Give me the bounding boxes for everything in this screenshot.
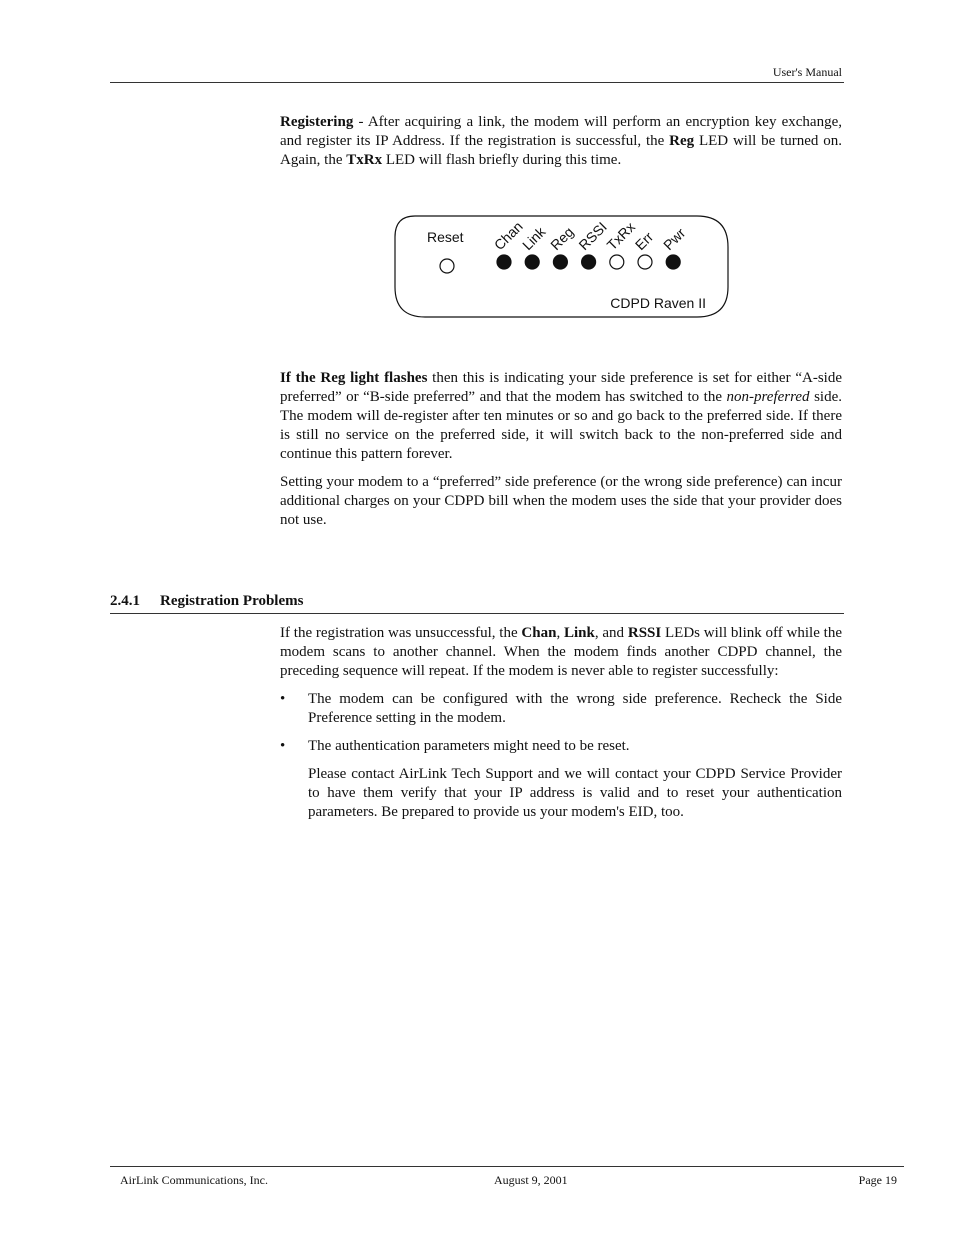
led-reg [553,255,567,269]
footer-rule [110,1166,904,1167]
bullet-marker: • [280,738,286,754]
registering-term: Registering [280,114,354,130]
section-title: Registration Problems [160,593,304,609]
led-label-txrx: TxRx [603,218,639,254]
led-rssi [582,255,596,269]
led-label-err: Err [631,228,657,254]
led-chan [497,255,511,269]
bullet-marker: • [280,691,286,707]
led-label-reg: Reg [547,223,577,254]
led-link [525,255,539,269]
modem-panel-diagram [393,215,729,319]
problems-paragraph: If the registration was unsuccessful, the Chan, Link, and RSSI LEDs will blink off while the modem scans to another channel. When the modem finds another CDPD channel, the preceding sequence will repeat. If the modem is never able to register successfully: [280,625,842,679]
registering-section [280,113,842,179]
problems-list [280,690,842,756]
footer-date: August 9, 2001 [494,1173,568,1187]
led-txrx [610,255,624,269]
list-item: • The modem can be configured with the wrong side preference. Recheck the Side Preference setting in the modem. [280,691,842,726]
section-heading [110,593,844,610]
led-label-pwr: Pwr [660,224,689,254]
section-number: 2.4.1 [110,593,140,609]
list-item: • The authentication parameters might need to be reset. [280,738,630,754]
led-label-rssi: RSSI [575,218,610,254]
footer-company: AirLink Communications, Inc. [120,1173,268,1187]
reg-flash-paragraph: If the Reg light flashes then this is indicating your side preference is set for either “A-side preferred” or “B-side preferred” and that the modem has switched to the non-preferred side. The modem will de-register after ten minutes or so and go back to the preferred side. If there is still no service on the preferred side, it will switch back to the non-preferred side and continue this pattern forever. [280,370,842,462]
reg-flash-section [280,369,842,539]
modem-front-panel-figure [393,215,729,319]
section-rule [110,613,844,614]
led-err [638,255,652,269]
led-pwr [666,255,680,269]
model-label: CDPD Raven II [610,295,706,311]
footer-page: Page 19 [858,1173,897,1187]
led-label-chan: Chan [490,218,526,254]
registering-paragraph: Registering - After acquiring a link, the modem will perform an encryption key exchange, and register its IP Address. If the registration is successful, the Reg LED will be turned on. Again, the TxRx LED will flash briefly during this time. [280,114,842,168]
running-header: User's Manual [772,65,842,79]
side-preference-paragraph: Setting your modem to a “preferred” side preference (or the wrong side preference) can incur additional charges on your CDPD bill when the modem uses the side that your provider does not use. [280,474,842,528]
header-rule [110,82,844,83]
reset-button[interactable] [440,259,454,273]
led-row [491,218,689,269]
registration-problems-body [280,624,842,831]
contact-paragraph: Please contact AirLink Tech Support and we will contact your CDPD Service Provider to have them verify that your IP address is valid and to reset your authentication parameters. Be prepared to provide us your modem's EID, too. [308,766,842,820]
reset-label: Reset [427,229,464,245]
led-label-link: Link [519,223,549,254]
